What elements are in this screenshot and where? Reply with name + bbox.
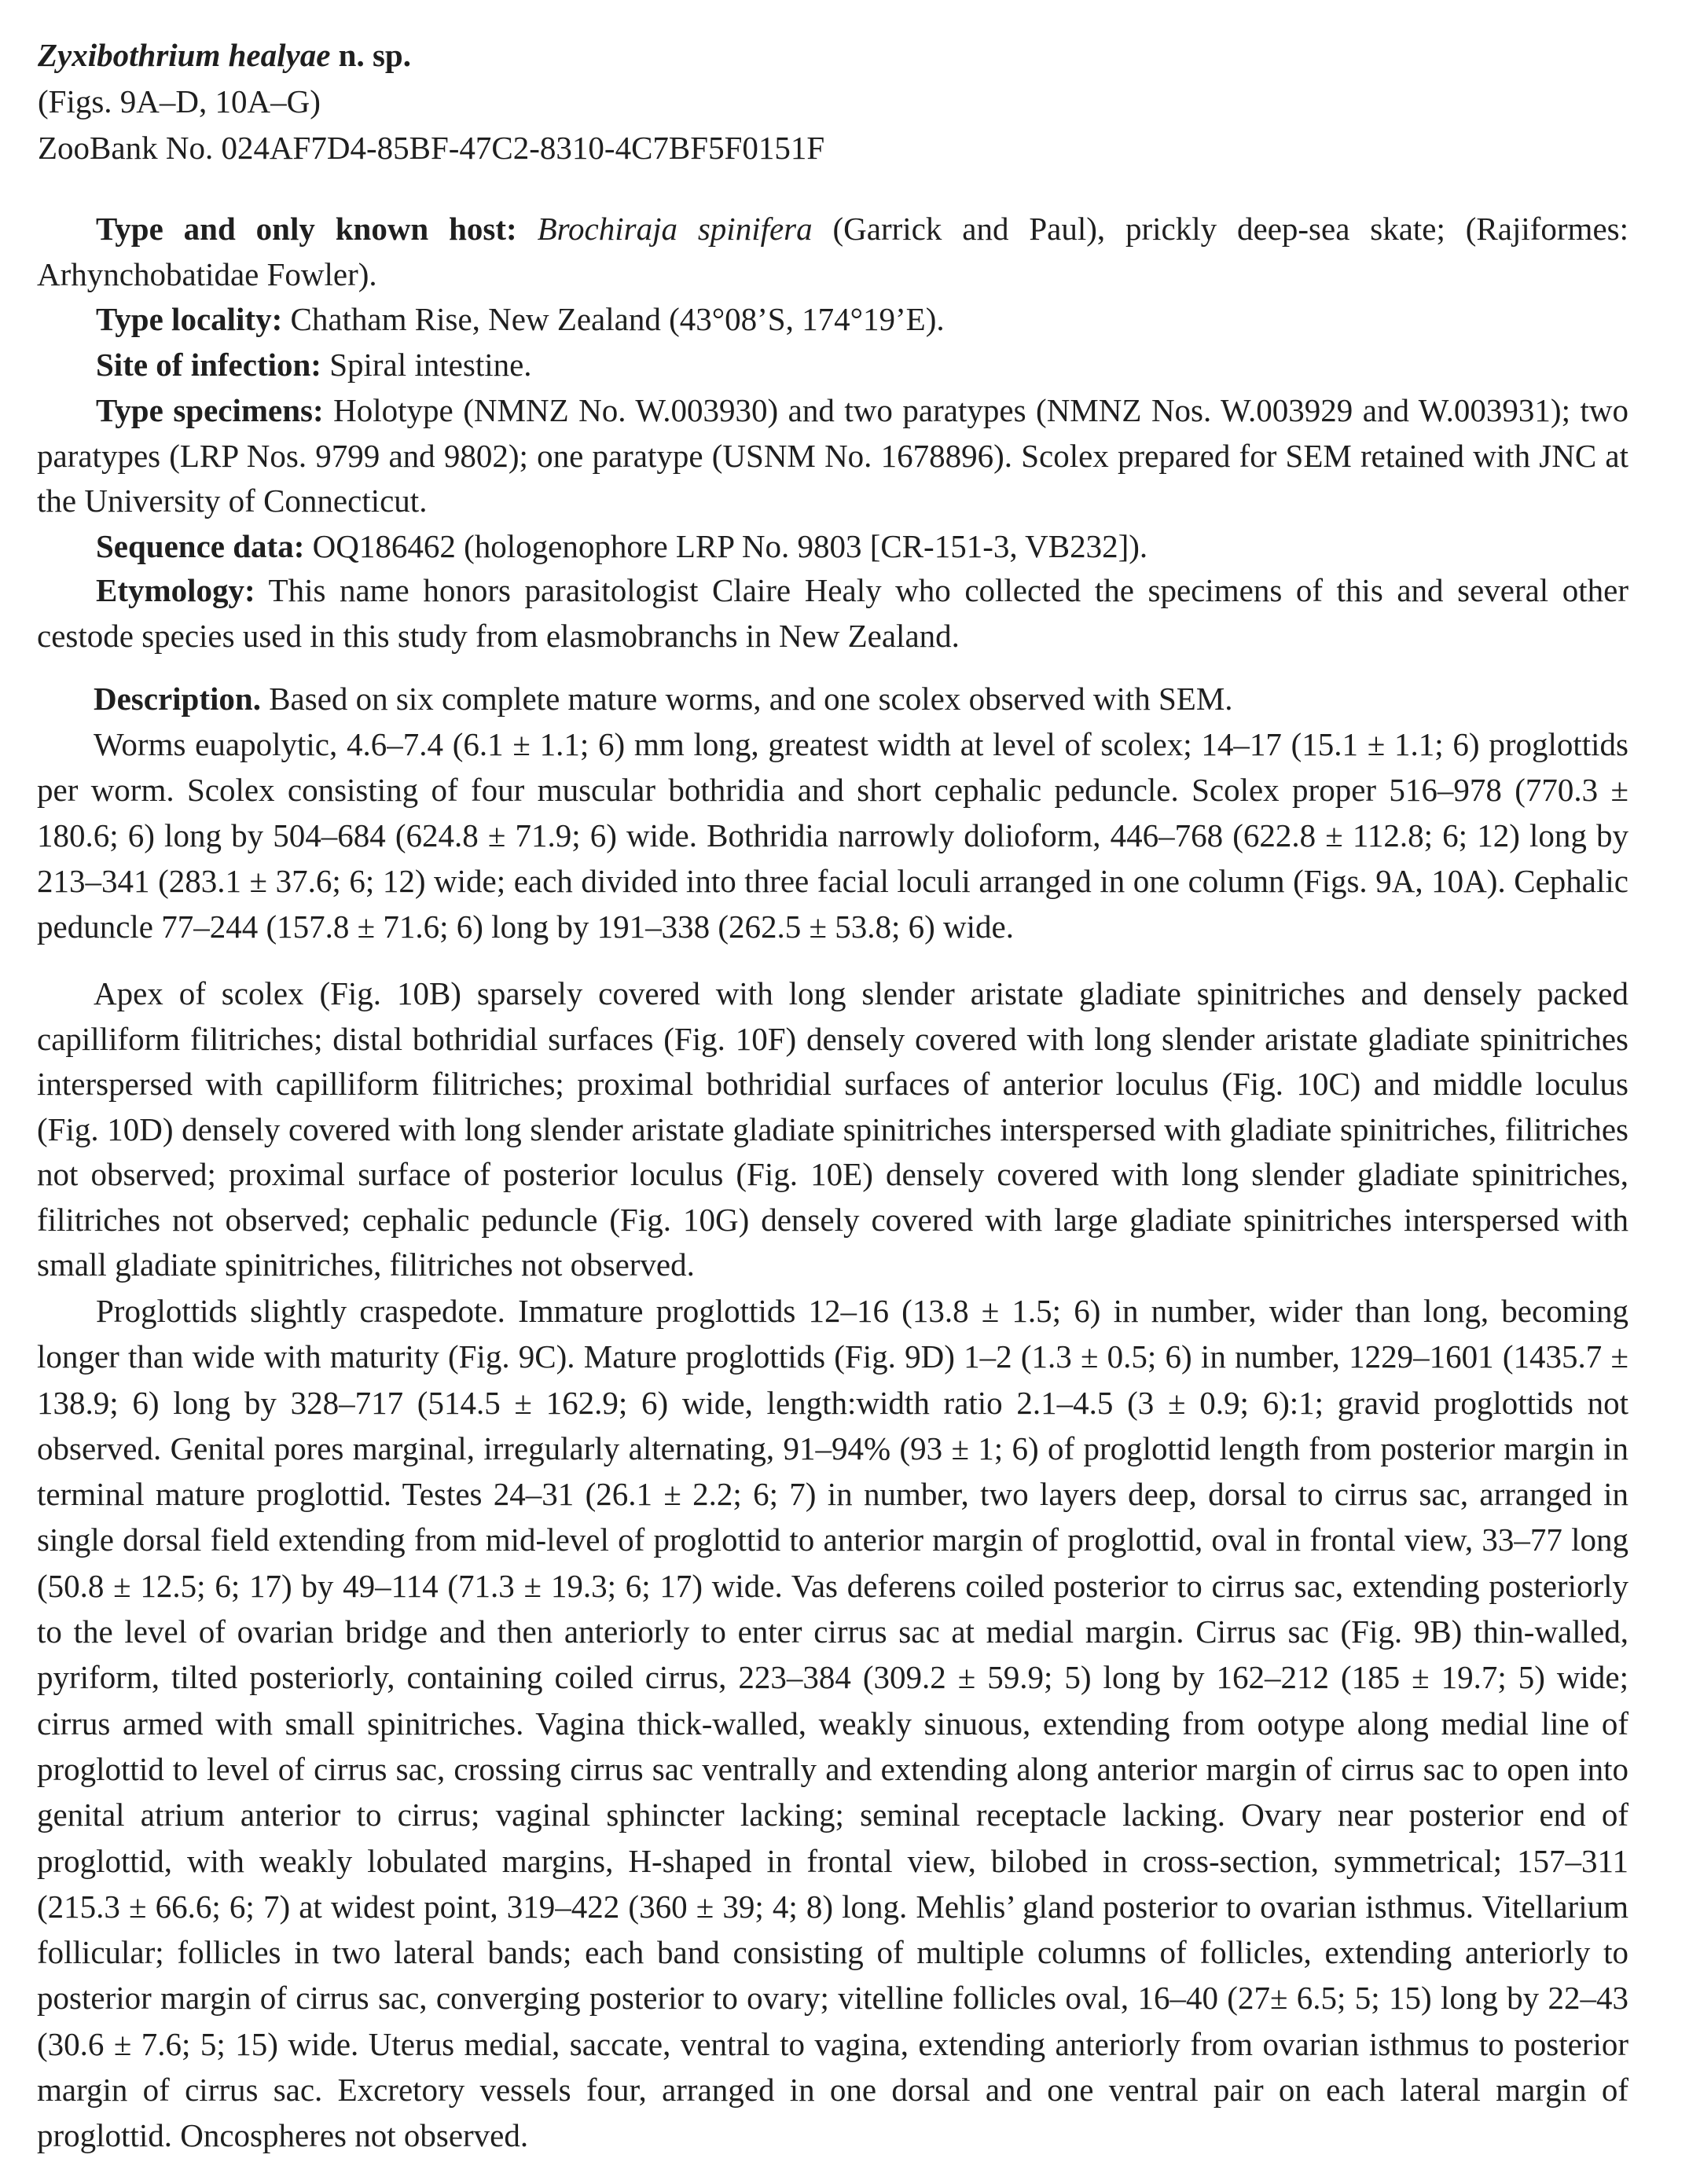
site-text: Spiral intestine. <box>321 347 532 383</box>
locality-paragraph <box>37 297 1628 343</box>
scolex-surface-paragraph: Apex of scolex (Fig. 10B) sparsely covered with long slender aristate gladiate spinitriches and densely packed capilliform filitriches; distal bothridial surfaces (Fig. 10F) densely covered with long slender aristate gladiate spinitriches interspersed with capilliform filitriches; proximal bothridial surfaces of anterior loculus (Fig. 10C) and middle loculus (Fig. 10D) densely covered with long slender aristate gladiate spinitriches interspersed with gladiate spinitriches, filitriches not observed; proximal surface of posterior loculus (Fig. 10E) densely covered with long slender gladiate spinitriches, filitriches not observed; cephalic peduncle (Fig. 10G) densely covered with large gladiate spinitriches interspersed with small gladiate spinitriches, filitriches not observed. <box>37 975 1628 1283</box>
species-suffix: n. sp. <box>330 37 411 73</box>
proglottid-paragraph: Proglottids slightly craspedote. Immature proglottids 12–16 (13.8 ± 1.5; 6) in number, wider than long, becoming longer than wide with maturity (Fig. 9C). Mature proglottids (Fig. 9D) 1–2 (1.3 ± 0.5; 6) in number, 1229–1601 (1435.7 ± 138.9; 6) long by 328–717 (514.5 ± 162.9; 6) wide, length:width ratio 2.1–4.5 (3 ± 0.9; 6):1; gravid proglottids not observed. Genital pores marginal, irregularly alternating, 91–94% (93 ± 1; 6) of proglottid length from posterior margin in terminal mature proglottid. Testes 24–31 (26.1 ± 2.2; 6; 7) in number, two layers deep, dorsal to cirrus sac, arranged in single dorsal field extending from mid-level of proglottid to anterior margin of proglottid, oval in frontal view, 33–77 long (50.8 ± 12.5; 6; 17) by 49–114 (71.3 ± 19.3; 6; 17) wide. Vas deferens coiled posterior to cirrus sac, extending posteriorly to the level of ovarian bridge and then anteriorly to enter cirrus sac at medial margin. Cirrus sac (Fig. 9B) thin-walled, pyriform, tilted posteriorly, containing coiled cirrus, 223–384 (309.2 ± 59.9; 5) long by 162–212 (185 ± 19.7; 5) wide; cirrus armed with small spinitriches. Vagina thick-walled, weakly sinuous, extending from ootype along medial line of proglottid to level of cirrus sac, crossing cirrus sac ventrally and extending along anterior margin of cirrus sac to open into genital atrium anterior to cirrus; vaginal sphincter lacking; seminal receptacle lacking. Ovary near posterior end of proglottid, with weakly lobulated margins, H-shaped in frontal view, bilobed in cross-section, symmetrical; 157–311 (215.3 ± 66.6; 6; 7) at widest point, 319–422 (360 ± 39; 4; 8) long. Mehlis’ gland posterior to ovarian isthmus. Vitellarium follicular; follicles in two lateral bands; each band consisting of multiple columns of follicles, extending anteriorly to posterior margin of cirrus sac, converging posterior to ovary; vitelline follicles oval, 16–40 (27± 6.5; 5; 15) long by 22–43 (30.6 ± 7.6; 5; 15) wide. Uterus medial, saccate, ventral to vagina, extending anteriorly from ovarian isthmus to posterior margin of cirrus sac. Excretory vessels four, arranged in one dorsal and one ventral pair on each lateral margin of proglottid. Oncospheres not observed. <box>37 1293 1628 2154</box>
site-label: Site of infection: <box>96 347 321 383</box>
specimens-text: Holotype (NMNZ No. W.003930) and two paratypes (NMNZ Nos. W.003929 and W.003931); two paratypes (LRP Nos. 9799 and 9802); one paratype (USNM No. 1678896). Scolex prepared for SEM retained with JNC at the University of Connecticut. <box>37 392 1628 519</box>
description-label: Description. <box>94 681 261 717</box>
sequence-paragraph <box>37 524 1628 570</box>
species-title <box>38 39 411 72</box>
specimens-label: Type specimens: <box>96 392 324 428</box>
species-name: Zyxibothrium healyae <box>38 37 331 73</box>
site-paragraph <box>37 343 1628 388</box>
description-intro-text: Based on six complete mature worms, and one scolex observed with SEM. <box>260 681 1233 717</box>
host-species: Brochiraja spinifera <box>537 211 813 247</box>
description-section <box>37 676 1628 949</box>
etymology-text: This name honors parasitologist Claire Healy who collected the specimens of this and several other cestode species used in this study from elasmobranchs in New Zealand. <box>37 572 1628 654</box>
description-paragraph: Worms euapolytic, 4.6–7.4 (6.1 ± 1.1; 6) mm long, greatest width at level of scolex; 14–17 (15.1 ± 1.1; 6) proglottids per worm. Scolex consisting of four muscular bothridia and short cephalic peduncle. Scolex proper 516–978 (770.3 ± 180.6; 6) long by 504–684 (624.8 ± 71.9; 6) wide. Bothridia narrowly dolioform, 446–768 (622.8 ± 112.8; 6; 12) long by 213–341 (283.1 ± 37.6; 6; 12) wide; each divided into three facial loculi arranged in one column (Figs. 9A, 10A). Cephalic peduncle 77–244 (157.8 ± 71.6; 6) long by 191–338 (262.5 ± 53.8; 6) wide. <box>37 726 1628 945</box>
locality-text: Chatham Rise, New Zealand (43°08’S, 174°19’E). <box>282 301 945 337</box>
description-intro <box>37 676 1628 721</box>
zoobank-number: ZooBank No. 024AF7D4-85BF-47C2-8310-4C7BF5F0151F <box>38 130 825 166</box>
host-paragraph <box>37 207 1628 297</box>
figure-reference: (Figs. 9A–D, 10A–G) <box>38 83 321 119</box>
locality-label: Type locality: <box>96 301 283 337</box>
host-text: (Garrick and Paul), prickly deep-sea skate; (Rajiformes: Arhynchobatidae Fowler). <box>37 211 1628 292</box>
sequence-label: Sequence data: <box>96 528 305 564</box>
etymology-paragraph <box>37 568 1628 659</box>
host-label: Type and only known host: <box>96 211 517 247</box>
etymology-label: Etymology: <box>96 572 255 608</box>
specimens-paragraph <box>37 388 1628 524</box>
sequence-text: OQ186462 (hologenophore LRP No. 9803 [CR-151-3, VB232]). <box>304 528 1148 564</box>
